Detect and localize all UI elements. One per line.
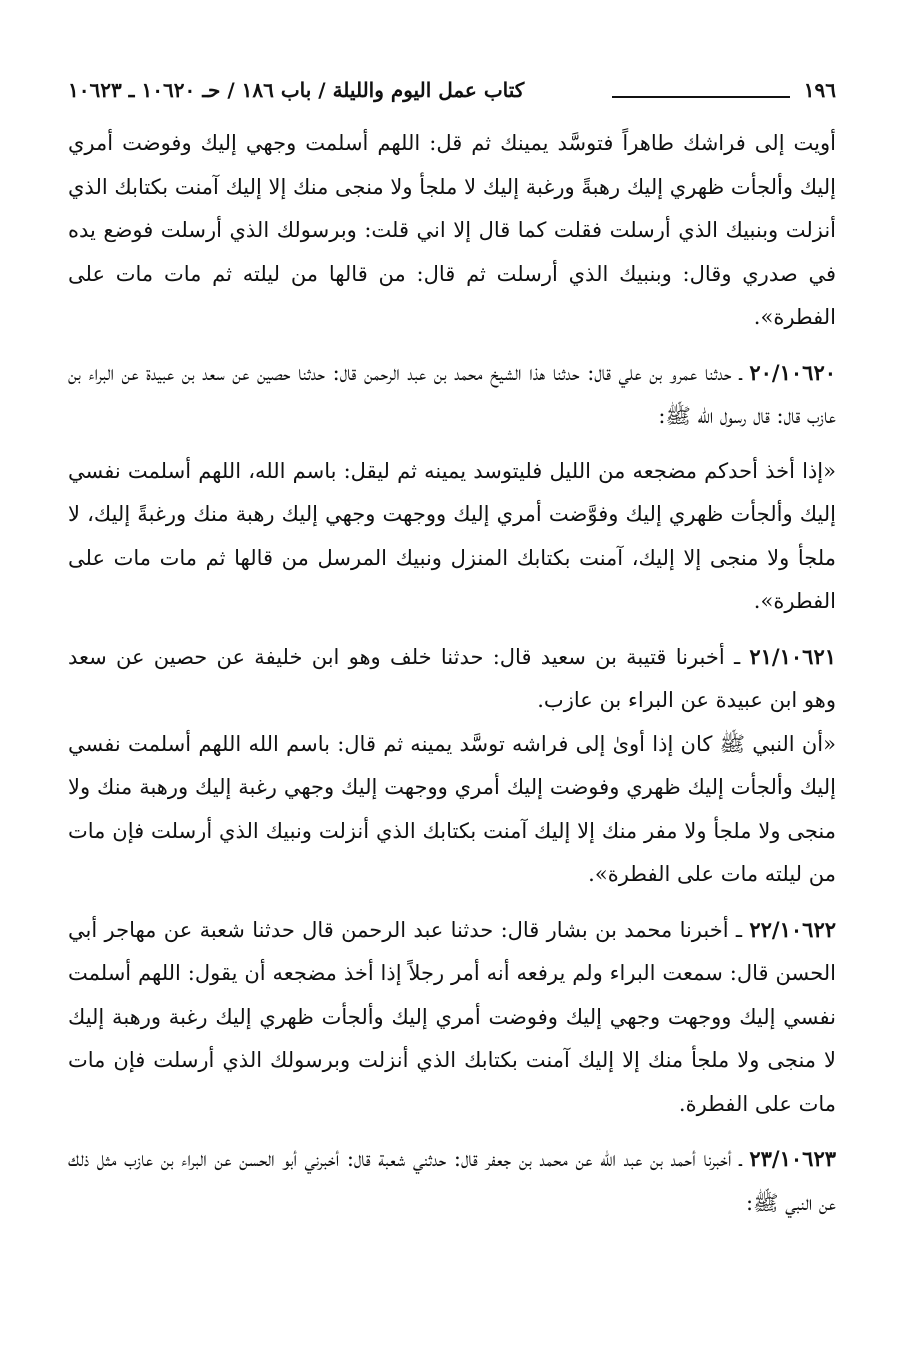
hadith-chain	[68, 908, 836, 1127]
paragraph-text: ـ أخبرنا محمد بن بشار قال: حدثنا عبد الرحمن قال حدثنا شعبة عن مهاجر أبي الحسن قال: سمعت البراء ولم يرفعه أنه أمر رجلاً إذا أخذ مضجعه أن يقول: اللهم أسلمت نفسي إليك ووجهت وجهي إليك وفوضت أمري إليك وألجأت ظهري إليك رغبة ورهبة إليك لا منجى ولا ملجأ منك إلا إليك آمنت بكتابك الذي أنزلت وبرسولك الذي أرسلت فإن مات مات على الفطرة.	[68, 917, 836, 1116]
page-body	[68, 122, 836, 1225]
hadith-number: ٢٣/١٠٦٢٣	[749, 1146, 836, 1171]
running-title: كتاب عمل اليوم والليلة / باب ١٨٦ / حـ ١٠٦٢٠ ـ ١٠٦٢٣	[68, 78, 525, 102]
hadith-chain	[68, 351, 836, 439]
paragraph-text: ـ حدثنا عمرو بن علي قال: حدثنا هذا الشيخ محمد بن عبد الرحمن قال: حدثنا حصين عن سعد بن عبيدة عن البراء بن عازب قال: قال رسول الله ﷺ:	[68, 360, 836, 428]
hadith-chain	[68, 635, 836, 723]
page-number: ١٩٦	[803, 78, 836, 102]
hadith-number: ٢٢/١٠٦٢٢	[749, 916, 836, 942]
book-page	[68, 70, 836, 1215]
hadith-text	[68, 450, 836, 624]
paragraph-text: أويت إلى فراشك طاهراً فتوسَّد يمينك ثم قل: اللهم أسلمت وجهي إليك وفوضت أمري إليك وألجأت ظهري إليك رهبةً ورغبة إليك لا ملجأ ولا منجى منك إلا إليك آمنت بكتابك الذي أنزلت وبنبيك الذي أرسلت فقلت كما قال إلا اني قلت: وبرسولك الذي أرسلت فوضع يده في صدري وقال: وبنبيك الذي أرسلت ثم قال: من قالها من ليلته ثم مات مات على الفطرة».	[68, 131, 836, 329]
hadith-number: ٢٠/١٠٦٢٠	[749, 359, 836, 385]
paragraph-text: ـ أخبرنا أحمد بن عبد الله عن محمد بن جعفر قال: حدثني شعبة قال: أخبرني أبو الحسن عن البراء بن عازب مثل ذلك عن النبي ﷺ:	[68, 1147, 836, 1215]
header-rule	[612, 96, 790, 98]
paragraph-text: «إذا أخذ أحدكم مضجعه من الليل فليتوسد يمينه ثم ليقل: باسم الله، اللهم أسلمت نفسي إليك وألجأت ظهري إليك وفوَّضت أمري إليك ووجهت وجهي إليك رهبة منك ورغبةً إليك، لا ملجأ ولا منجى إلا إليك، آمنت بكتابك المنزل ونبيك المرسل من قالها ثم مات مات على الفطرة».	[68, 458, 836, 613]
paragraph-text: «أن النبي ﷺ كان إذا أوىٰ إلى فراشه توسَّد يمينه ثم قال: باسم الله اللهم أسلمت نفسي إليك وألجأت إليك ظهري وفوضت إليك أمري ووجهت إليك وجهي رغبة إليك ورهبة منك ولا منجى ولا ملجأ ولا مفر منك إلا إليك آمنت بكتابك الذي أنزلت ونبيك الذي أرسلت فإن مات من ليلته مات على الفطرة».	[68, 731, 836, 886]
hadith-text-continuation	[68, 122, 836, 340]
paragraph-text: ـ أخبرنا قتيبة بن سعيد قال: حدثنا خلف وهو ابن خليفة عن حصين عن سعد وهو ابن عبيدة عن البراء بن عازب.	[68, 644, 836, 712]
hadith-text	[68, 723, 836, 897]
hadith-chain	[68, 1137, 836, 1225]
hadith-number: ٢١/١٠٦٢١	[749, 643, 836, 669]
running-header	[68, 70, 836, 110]
